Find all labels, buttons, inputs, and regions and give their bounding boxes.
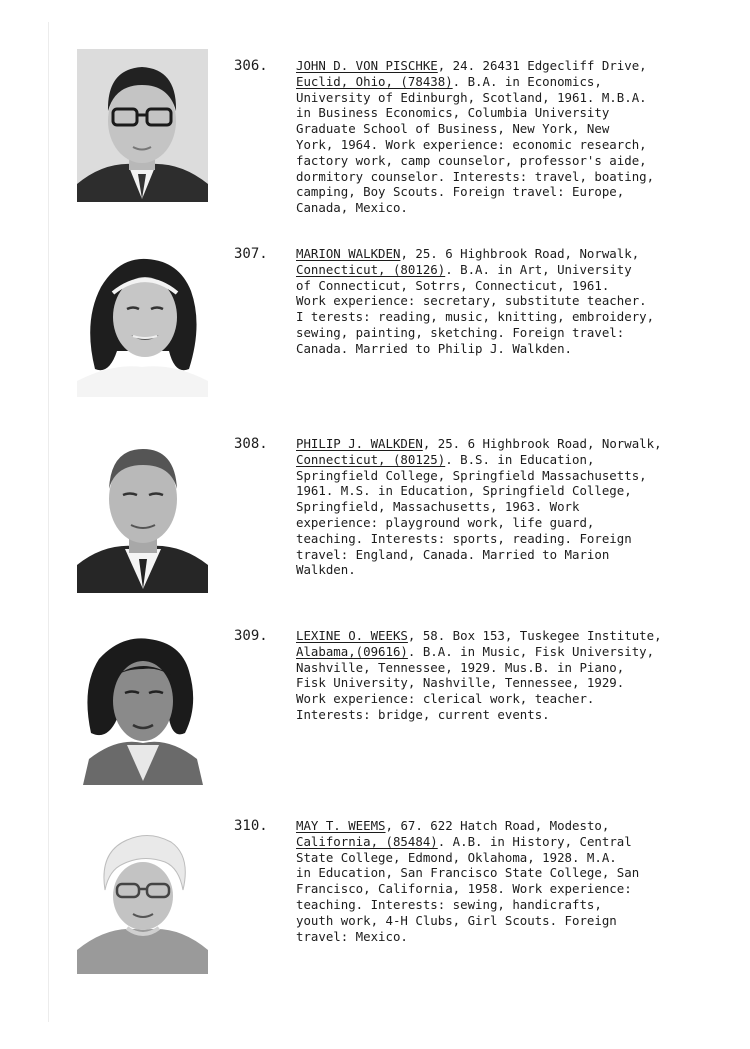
bio-line: travel: England, Canada. Married to Marion	[296, 546, 610, 562]
bio-line: Springfield College, Springfield Massachusetts,	[296, 467, 647, 483]
bio-line	[296, 452, 706, 468]
bio-line: University of Edinburgh, Scotland, 1961. M.B.A.	[296, 89, 647, 105]
bio-line: Work experience: clerical work, teacher.	[296, 691, 595, 707]
bio-line: travel: Mexico.	[296, 928, 408, 944]
bio-line: Canada. Married to Philip J. Walkden.	[296, 340, 573, 356]
entry-number: 309.	[234, 628, 268, 644]
portrait-photo	[77, 443, 208, 593]
bio-line	[296, 818, 706, 834]
bio-line: Fisk University, Nashville, Tennessee, 1929.	[296, 675, 625, 691]
bio-line: Interests: bridge, current events.	[296, 706, 550, 722]
bio-text: . A.B. in History, Central	[437, 833, 632, 849]
entry-number: 306.	[234, 58, 268, 74]
bio-line: experience: playground work, life guard,	[296, 514, 595, 530]
portrait-photo	[77, 251, 208, 397]
bio-text: . B.A. in Economics,	[452, 73, 602, 89]
bio-line	[296, 436, 706, 452]
bio-line	[296, 74, 706, 90]
entry-bio	[296, 246, 706, 357]
bio-line: camping, Boy Scouts. Foreign travel: Europe,	[296, 184, 625, 200]
bio-underlined: Euclid, Ohio, (78438)	[296, 73, 453, 89]
bio-line: in Business Economics, Columbia University	[296, 105, 610, 121]
bio-line	[296, 644, 706, 660]
bio-line: Springfield, Massachusetts, 1963. Work	[296, 499, 580, 515]
portrait-photo	[77, 635, 208, 785]
bio-line: factory work, camp counselor, professor's aide,	[296, 152, 647, 168]
bio-underlined: PHILIP J. WALKDEN	[296, 436, 423, 451]
bio-line	[296, 834, 706, 850]
portrait-photo	[77, 49, 208, 202]
bio-line: Work experience: secretary, substitute teacher.	[296, 293, 647, 309]
bio-line: in Education, San Francisco State College, San	[296, 865, 640, 881]
entry-number: 308.	[234, 436, 268, 452]
bio-line: Nashville, Tennessee, 1929. Mus.B. in Piano,	[296, 659, 625, 675]
bio-text: . B.S. in Education,	[445, 451, 595, 467]
entry-bio	[296, 58, 706, 216]
page-margin-line	[48, 22, 49, 1022]
bio-text: , 58. Box 153, Tuskegee Institute,	[407, 628, 662, 643]
bio-text: . B.A. in Art, University	[445, 261, 632, 277]
bio-text: , 67. 622 Hatch Road, Modesto,	[385, 818, 610, 833]
bio-line: 1961. M.S. in Education, Springfield College,	[296, 483, 632, 499]
bio-line: Graduate School of Business, New York, New	[296, 121, 610, 137]
bio-line: State College, Edmond, Oklahoma, 1928. M.A.	[296, 849, 617, 865]
bio-line: Francisco, California, 1958. Work experience:	[296, 881, 632, 897]
bio-line	[296, 58, 706, 74]
entry-bio	[296, 628, 706, 723]
bio-underlined: Connecticut, (80126)	[296, 261, 446, 277]
bio-underlined: Alabama,(09616)	[296, 643, 408, 659]
entry-number: 310.	[234, 818, 268, 834]
bio-line: dormitory counselor. Interests: travel, boating,	[296, 168, 655, 184]
bio-line: teaching. Interests: sewing, handicrafts,	[296, 896, 602, 912]
bio-underlined: JOHN D. VON PISCHKE	[296, 58, 438, 73]
entry-number: 307.	[234, 246, 268, 262]
bio-line	[296, 262, 706, 278]
bio-text: , 24. 26431 Edgecliff Drive,	[437, 58, 647, 73]
bio-line: youth work, 4-H Clubs, Girl Scouts. Foreign	[296, 912, 617, 928]
bio-line: York, 1964. Work experience: economic research,	[296, 136, 647, 152]
bio-text: , 25. 6 Highbrook Road, Norwalk,	[400, 246, 640, 261]
bio-line: I terests: reading, music, knitting, embroidery,	[296, 309, 655, 325]
bio-underlined: MARION WALKDEN	[296, 246, 401, 261]
bio-line: Walkden.	[296, 562, 356, 578]
bio-line: sewing, painting, sketching. Foreign travel:	[296, 324, 625, 340]
entry-bio	[296, 436, 706, 578]
bio-line: teaching. Interests: sports, reading. Foreign	[296, 530, 632, 546]
bio-underlined: Connecticut, (80125)	[296, 451, 446, 467]
bio-underlined: LEXINE O. WEEKS	[296, 628, 408, 643]
entry-bio	[296, 818, 706, 944]
bio-underlined: MAY T. WEEMS	[296, 818, 386, 833]
bio-line	[296, 628, 706, 644]
bio-line	[296, 246, 706, 262]
bio-line: Canada, Mexico.	[296, 200, 408, 216]
bio-text: , 25. 6 Highbrook Road, Norwalk,	[422, 436, 662, 451]
bio-line: of Connecticut, Sotrrs, Connecticut, 1961.	[296, 277, 610, 293]
bio-underlined: California, (85484)	[296, 833, 438, 849]
bio-text: . B.A. in Music, Fisk University,	[407, 643, 655, 659]
portrait-photo	[77, 828, 208, 974]
